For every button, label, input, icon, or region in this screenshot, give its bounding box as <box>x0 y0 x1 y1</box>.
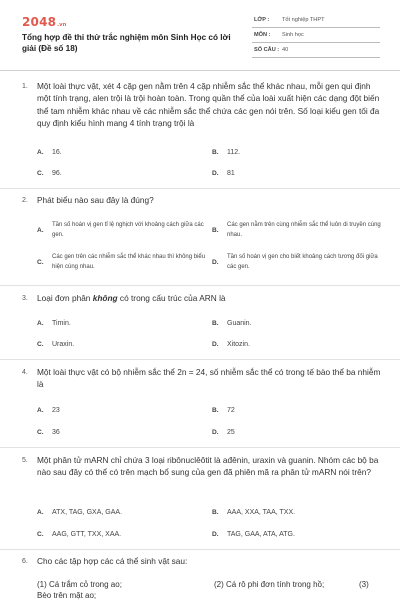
option-text: 36 <box>52 429 60 436</box>
info-row-question-count <box>252 43 380 58</box>
question-text <box>37 292 382 304</box>
question-number: 3. <box>22 295 28 302</box>
document-header <box>0 0 400 70</box>
info-value: Tốt nghiệp THPT <box>282 17 325 23</box>
info-key: SỐ CÂU : <box>254 47 280 53</box>
option-text: Timin. <box>52 320 71 327</box>
option-text: AAG, GTT, TXX, XAA. <box>52 531 122 538</box>
site-logo[interactable] <box>22 15 67 29</box>
option-letter: A. <box>37 407 44 414</box>
option-letter: D. <box>212 170 219 177</box>
option-letter: A. <box>37 227 44 234</box>
option-letter: C. <box>37 531 44 538</box>
option-text: 81 <box>227 170 235 177</box>
info-key: LỚP : <box>254 17 270 23</box>
question-number: 1. <box>22 83 28 90</box>
header-divider <box>0 70 400 71</box>
option-text: ATX, TAG, GXA, GAA. <box>52 509 123 516</box>
option-letter: D. <box>212 429 219 436</box>
option-text: 112. <box>227 149 241 156</box>
statement-1: (1) Cá trắm cỏ trong ao; <box>37 580 122 589</box>
document-info-table <box>252 13 380 58</box>
option-text: TAG, GAA, ATA, ATG. <box>227 531 295 538</box>
option-letter: D. <box>212 341 219 348</box>
option-letter: B. <box>212 407 219 414</box>
option-text: 23 <box>52 407 60 414</box>
option-text: Tần số hoán vị gen tỉ lệ nghịch với khoảng cách giữa các gen. <box>52 222 204 238</box>
logo-main: 2048 <box>22 15 57 29</box>
question-separator <box>0 447 400 448</box>
option-letter: B. <box>212 320 219 327</box>
option-text: Uraxin. <box>52 341 75 348</box>
question-text: Cho các tập hợp các cá thể sinh vật sau: <box>37 556 188 566</box>
question-separator <box>0 188 400 189</box>
question-text: Một phân tử mARN chỉ chứa 3 loại ribônuclêôtit là ađênin, uraxin và guanin. Nhóm các bộ ba nào sau đây có thể có trên mạch bổ sung của gen đã phiên mã ra phân tử mARN nói trên? <box>37 455 379 478</box>
option-text: 72 <box>227 407 235 414</box>
option-text: 96. <box>52 170 62 177</box>
option-letter: C. <box>37 429 44 436</box>
question-number: 4. <box>22 369 28 376</box>
logo-suffix: .vn <box>57 22 67 28</box>
question-text-part: có trong cấu trúc của ARN là <box>117 293 226 303</box>
info-value: 40 <box>282 47 289 53</box>
info-key: MÔN : <box>254 32 271 38</box>
statement-3-number: (3) <box>359 580 369 589</box>
statement-2: (2) Cá rô phi đơn tính trong hồ; <box>214 580 325 589</box>
document-title: Tổng hợp đề thi thử trắc nghiệm môn Sinh Học có lời giải (Đề số 18) <box>22 33 231 53</box>
question-text: Một loài thực vật, xét 4 cặp gen nằm trên 4 cặp nhiễm sắc thể khác nhau, mỗi gen qui định một tính trạng, alen trội là trội hoàn toàn. Trong quần thể của loài xuất hiện các dạng đột biến thể tam nhiễm khác nhau về các nhiễm sắc thể chứa các gen nói trên. Số loại kiểu gen tối đa quy định kiểu hình mang 4 tính trạng trội là <box>37 81 380 129</box>
question-separator <box>0 285 400 286</box>
option-text: Các gen nằm trên cùng nhiễm sắc thể luôn di truyền cùng nhau. <box>227 222 381 238</box>
question-separator <box>0 359 400 360</box>
question-number: 2. <box>22 197 28 204</box>
question-number: 6. <box>22 558 28 565</box>
option-letter: A. <box>37 320 44 327</box>
option-letter: B. <box>212 149 219 156</box>
option-letter: C. <box>37 341 44 348</box>
option-text: AAA, XXA, TAA, TXX. <box>227 509 296 516</box>
question-text: Một loài thực vật có bộ nhiễm sắc thể 2n = 24, số nhiễm sắc thể có trong tế bào thể ba nhiễm là <box>37 367 381 390</box>
option-text: Guanin. <box>227 320 252 327</box>
question-text-part: Loại đơn phân <box>37 293 93 303</box>
option-letter: A. <box>37 509 44 516</box>
option-letter: C. <box>37 170 44 177</box>
question-number: 5. <box>22 457 28 464</box>
question-text: Phát biểu nào sau đây là đúng? <box>37 195 154 205</box>
option-letter: B. <box>212 227 219 234</box>
info-row-subject <box>252 28 380 43</box>
info-value: Sinh học <box>282 32 304 38</box>
option-text: Các gen trên các nhiễm sắc thể khác nhau thì không biểu hiện cùng nhau. <box>52 254 206 270</box>
question-emphasis: không <box>92 293 118 303</box>
option-letter: B. <box>212 509 219 516</box>
statement-3-text: Bèo trên mặt ao; <box>37 591 97 600</box>
question-separator <box>0 549 400 550</box>
option-letter: D. <box>212 259 219 266</box>
option-text: Tần số hoán vị gen cho biết khoảng cách tương đối giữa các gen. <box>227 254 378 270</box>
option-text: Xitozin. <box>227 341 250 348</box>
info-row-class <box>252 13 380 28</box>
option-letter: D. <box>212 531 219 538</box>
option-text: 16. <box>52 149 62 156</box>
option-letter: A. <box>37 149 44 156</box>
option-letter: C. <box>37 259 44 266</box>
option-text: 25 <box>227 429 235 436</box>
